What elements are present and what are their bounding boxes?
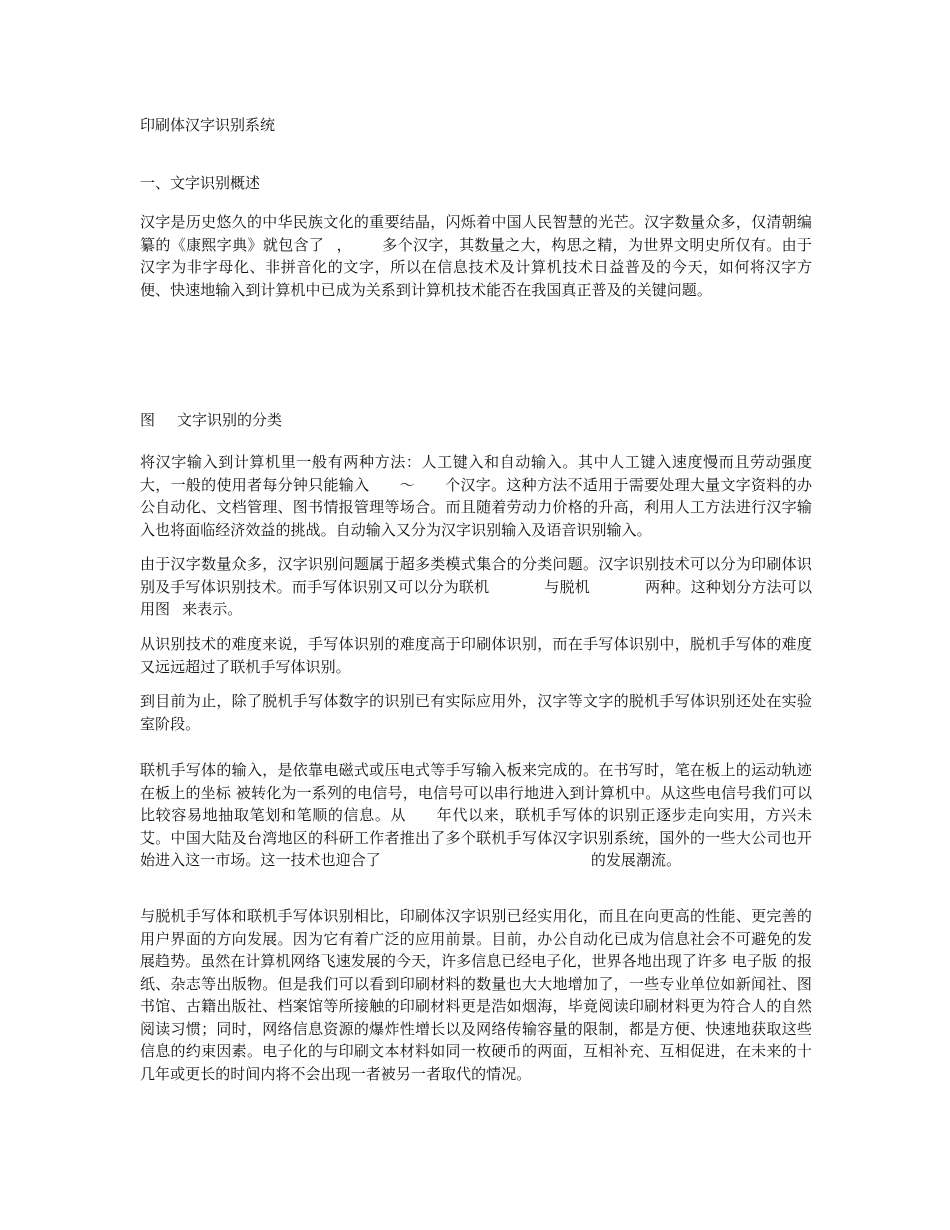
paragraph-text: 汉字是历史悠久的中华民族文化的重要结晶，闪烁着中国人民智慧的光芒。汉字数量众多，仅清朝编纂的《康熙字典》就包含了 [140, 213, 812, 254]
paragraph-text: 年代以来，联机手写体的识别正逐步走向实用，方兴未艾。中国大陆及台湾地区的科研工作者推出了多个联机手写体汉字识别系统，国外的一些大公司也开始进入这一市场。这一技术也迎合了 [140, 806, 813, 869]
paragraph-input-methods [140, 451, 812, 541]
section-heading: 一、文字识别概述 [140, 174, 261, 192]
paragraph-text: 由于汉字数量众多，汉字识别问题属于超多类模式集合的分类问题。汉字识别技术可以分为印刷体识别及手写体识别技术。而手写体识别又可以分为联机 [140, 555, 812, 596]
paragraph-text: 将汉字输入到计算机里一般有两种方法：人工键入和自动输入。其中人工键入速度慢而且劳动强度大，一般的使用者每分钟只能输入 [140, 453, 812, 494]
paragraph-printed-recognition: 与脱机手写体和联机手写体识别相比，印刷体汉字识别已经实用化，而且在向更高的性能、更完善的用户界面的方向发展。因为它有着广泛的应用前景。目前，办公自动化已成为信息社会不可避免的发展趋势。虽然在计算机网络飞速发展的今天，许多信息已经电子化，世界各地出现了许多 电子版 的报纸、杂志等出版物。但是我们可以看到印刷材料的数量也大大地增加了，一些专业单位如新闻社、图书馆、古籍出版社、档案馆等所接触的印刷材料更是浩如烟海，毕竟阅读印刷材料更为符合人的自然阅读习惯；同时，网络信息资源的爆炸性增长以及网络传输容量的限制，都是方便、快速地获取这些信息的约束因素。电子化的与印刷文本材料如同一枚硬币的两面，互相补充、互相促进，在未来的十几年或更长的时间内将不会出现一者被另一者取代的情况。 [140, 907, 812, 1083]
paragraph-text: 多个汉字，其数量之大，构思之精，为世界文明史所仅有。由于汉字为非字母化、非拼音化的文字，所以在信息技术及计算机技术日益普及的今天，如何将汉字方便、快速地输入到计算机中已成为关系到计算机技术能否在我国真正普及的关键问题。 [140, 235, 812, 299]
paragraph-text: 两种。这种划分方法可以用图 [140, 577, 813, 618]
paragraph-text: 与脱机 [544, 577, 590, 596]
paragraph-text: 联机手写体的输入，是依靠电磁式或压电式等手写输入板来完成的。在书写时，笔在板上的运动轨迹 在板上的坐标 被转化为一系列的电信号，电信号可以串行地进入到计算机中。从这些电信号我们可以比较容易地抽取笔划和笔顺的信息。从 [140, 761, 812, 824]
paragraph-classification [140, 553, 812, 621]
paragraph-difficulty: 从识别技术的难度来说，手写体识别的难度高于印刷体识别，而在手写体识别中，脱机手写体的难度又远远超过了联机手写体识别。 [140, 635, 812, 676]
figure-caption [140, 409, 282, 431]
paragraph-online-handwriting [140, 759, 812, 872]
paragraph-intro [140, 211, 812, 301]
paragraph-text: 的发展潮流。 [590, 851, 682, 869]
paragraph-text: ～ [399, 475, 415, 494]
paragraph-text: ， [336, 235, 352, 254]
paragraph-text: 个汉字。这种方法不适用于需要处理大量文字资料的办公自动化、文档管理、图书情报管理等场合。而且随着劳动力价格的升高，利用人工方法进行汉字输入也将面临经济效益的挑战。自动输入又分为汉字识别输入及语音识别输入。 [140, 475, 812, 539]
document-page [140, 0, 812, 1230]
figure-caption-text: 文字识别的分类 [177, 411, 283, 429]
figure-label: 图 [140, 411, 156, 429]
paragraph-text: 来表示。 [182, 600, 243, 618]
paragraph-status: 到目前为止，除了脱机手写体数字的识别已有实际应用外，汉字等文字的脱机手写体识别还处在实验室阶段。 [140, 692, 812, 733]
document-title: 印刷体汉字识别系统 [140, 116, 276, 134]
